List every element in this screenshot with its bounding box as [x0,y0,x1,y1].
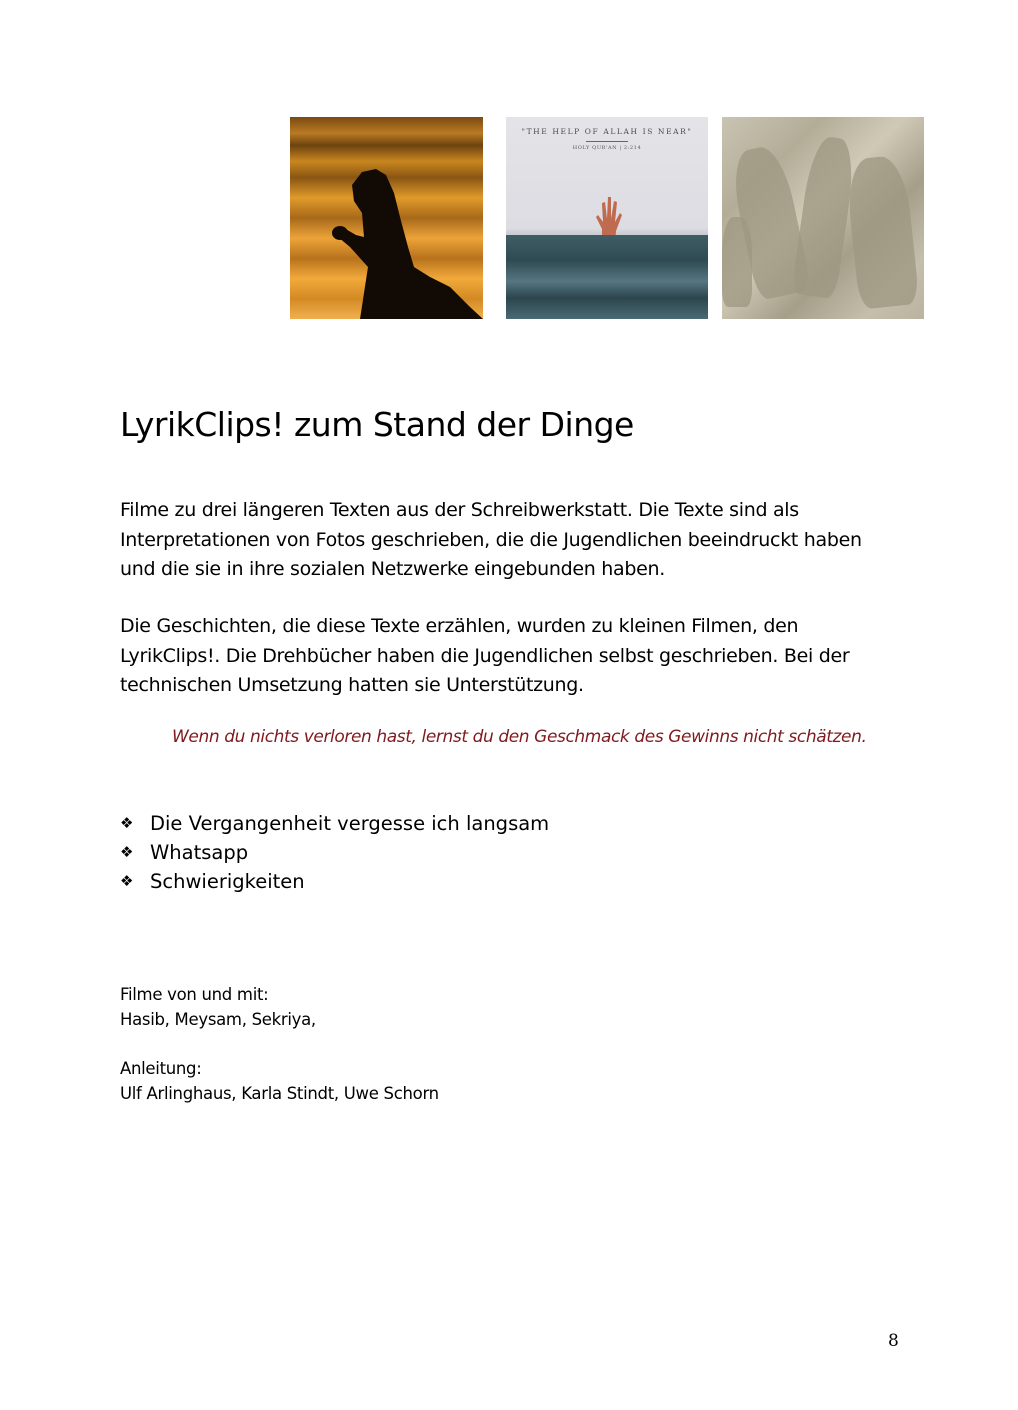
sea-water [506,235,708,319]
story-paragraph: Die Geschichten, die diese Texte erzählen, wurden zu kleinen Filmen, den LyrikClips!. Die Drehbücher haben die Jugendlichen selbst geschrieben. Bei der technischen Umsetzung hatten sie Unterstützung. [120,615,850,696]
image-overlay-source: HOLY QUR'AN | 2:214 [572,145,642,151]
image-overlay-quote: "THE HELP OF ALLAH IS NEAR" [521,127,693,136]
clip-title: Schwierigkeiten [150,870,305,893]
clip-title: Whatsapp [150,841,249,864]
photo-silhouette-sunset [290,117,483,319]
page-title: LyrikClips! zum Stand der Dinge [120,405,634,444]
guidance-names: Ulf Arlinghaus, Karla Stindt, Uwe Schorn [120,1083,439,1103]
photo-stone-relief [722,117,924,319]
relief-figure [791,135,858,300]
list-item [120,838,549,867]
clips-list [120,809,549,896]
diamond-bullet-icon: ❖ [120,872,134,890]
kneeling-silhouette-icon [290,117,483,319]
intro-paragraph: Filme zu drei längeren Texten aus der Schreibwerkstatt. Die Texte sind als Interpretationen von Fotos geschrieben, die die Jugendlichen beeindruckt haben und die sie in ihre sozialen Netzwerke eingebunden haben. [120,499,862,580]
image-overlay-divider [586,141,628,142]
guidance-credits [120,1057,439,1106]
clip-title: Die Vergangenheit vergesse ich langsam [150,812,550,835]
photo-hand-in-sea [506,117,708,319]
films-label: Filme von und mit: [120,985,269,1004]
list-item [120,809,549,838]
guidance-label: Anleitung: [120,1059,202,1078]
films-credits [120,983,316,1032]
diamond-bullet-icon: ❖ [120,814,134,832]
diamond-bullet-icon: ❖ [120,843,134,861]
list-item [120,867,549,896]
relief-figure [722,217,752,307]
highlight-quote: Wenn du nichts verloren hast, lernst du den Geschmack des Gewinns nicht schätzen. [172,727,867,747]
relief-figure [844,154,919,309]
page-number: 8 [888,1331,899,1351]
films-names: Hasib, Meysam, Sekriya, [120,1009,316,1029]
